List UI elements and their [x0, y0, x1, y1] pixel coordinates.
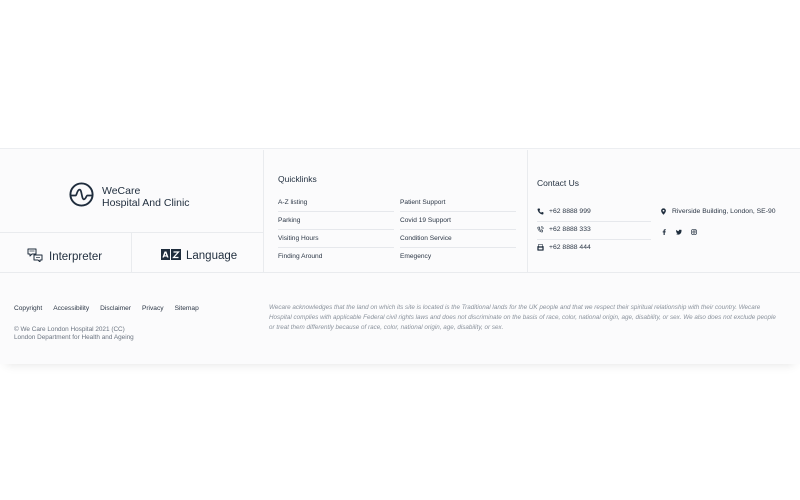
quicklink-item[interactable]: Condition Service — [400, 235, 516, 248]
quicklink-item[interactable]: Covid 19 Support — [400, 217, 516, 230]
brand-logo[interactable] — [68, 181, 190, 213]
brand-name-line1: WeCare — [102, 185, 141, 197]
address-text: Riverside Building, London, SE-90 — [672, 208, 776, 215]
fax-icon — [537, 244, 544, 251]
quicklink-item[interactable]: A-Z listing — [278, 199, 394, 212]
legal-link-disclaimer[interactable]: Disclaimer — [100, 305, 131, 312]
contact-address — [660, 208, 776, 215]
divider-main-bottom — [0, 272, 800, 273]
social-links — [661, 229, 706, 235]
interpreter-icon — [27, 248, 43, 265]
legal-link-privacy[interactable]: Privacy — [141, 305, 164, 312]
quicklinks-title: Quicklinks — [278, 174, 317, 184]
contact-divider — [537, 239, 651, 240]
legal-link-sitemap[interactable]: Sitemap — [174, 305, 199, 312]
legal-link-accessibility[interactable]: Accessibility — [53, 305, 90, 312]
contact-divider — [537, 221, 651, 222]
divider-brand-quicklinks — [263, 150, 264, 272]
legal-link-copyright[interactable]: Copyright — [14, 305, 43, 312]
phone-icon — [537, 208, 544, 215]
brand-name-line2: Hospital And Clinic — [102, 197, 190, 209]
instagram-icon[interactable] — [691, 229, 697, 235]
facebook-icon[interactable] — [661, 229, 667, 235]
land-acknowledgement: Wecare acknowledges that the land on which its site is located is the Traditional lands for the UK people and that we respect their spiritual relationship with their country. Wecare Hospital complies with applicable Federal civil rights laws and does not discriminate on the basis of race, color, national origin, age, disability, or sex. We also does not exclude people or treat them differently because of race, color, national origin, age, disability, or sex. — [269, 304, 776, 331]
contact-phone-3[interactable] — [537, 244, 591, 251]
contact-phone-1[interactable] — [537, 208, 591, 215]
quicklink-item[interactable]: Parking — [278, 217, 394, 230]
divider-utilities — [131, 233, 132, 272]
language-button[interactable] — [161, 249, 237, 263]
phone-number: +62 8888 333 — [549, 226, 591, 233]
interpreter-label: Interpreter — [49, 250, 103, 263]
language-label: Language — [186, 250, 238, 262]
quicklink-item[interactable]: Finding Around — [278, 253, 323, 260]
legal-links — [14, 305, 210, 312]
phone-number: +62 8888 999 — [549, 208, 591, 215]
quicklink-item[interactable]: Visiting Hours — [278, 235, 394, 248]
copyright-line: © We Care London Hospital 2021 (CC) — [14, 326, 125, 333]
copyright-notice — [14, 326, 134, 342]
divider-quicklinks-contact — [527, 150, 528, 272]
contact-phone-2[interactable] — [537, 226, 591, 233]
wecare-logo-icon — [68, 181, 95, 213]
phone-call-icon — [537, 226, 544, 233]
twitter-icon[interactable] — [676, 229, 682, 235]
map-pin-icon — [660, 208, 667, 215]
interpreter-button[interactable] — [27, 248, 102, 265]
footer-top-border — [0, 148, 800, 149]
svg-text:A: A — [162, 250, 169, 260]
language-icon — [161, 249, 181, 263]
contact-title: Contact Us — [537, 178, 580, 188]
brand-name — [102, 185, 190, 209]
department-line: London Department for Health and Ageing — [14, 334, 134, 341]
phone-number: +62 8888 444 — [549, 244, 591, 251]
quicklink-item[interactable]: Emegency — [400, 253, 432, 260]
quicklink-item[interactable]: Patient Support — [400, 199, 516, 212]
